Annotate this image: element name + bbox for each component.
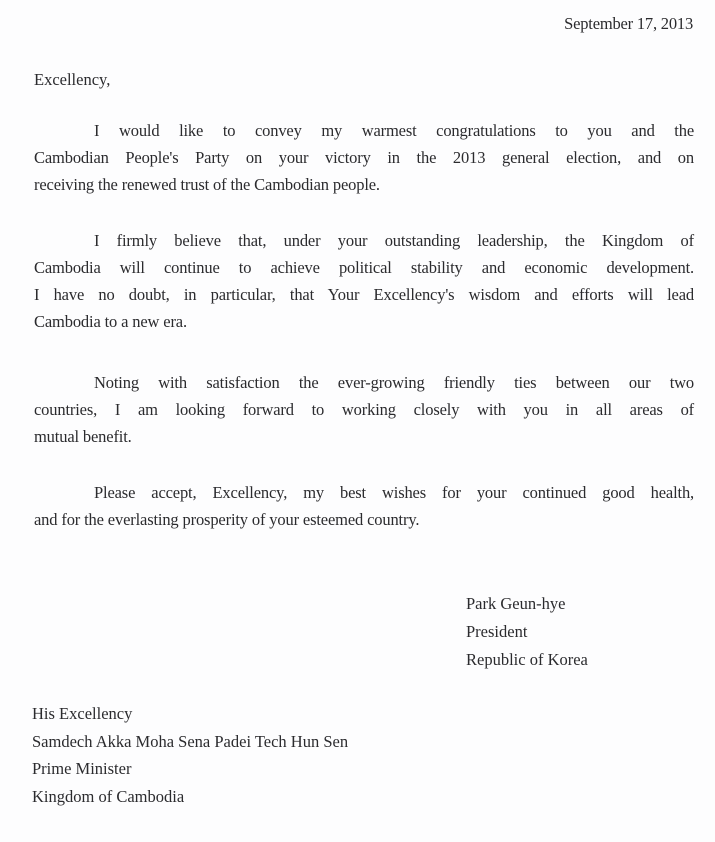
paragraph-closing [34,479,694,533]
recipient-block [32,700,348,810]
salutation: Excellency, [34,70,111,89]
signatory-name: Park Geun-hye [466,594,566,613]
recipient-title: Prime Minister [32,759,132,778]
paragraph-leadership [34,227,694,335]
signatory-title: President [466,622,528,641]
recipient-honorific: His Excellency [32,704,133,723]
paragraph-line: Cambodia will continue to achieve political stability and economic development. [34,258,694,277]
paragraph-line: I would like to convey my warmest congratulations to you and the [94,121,694,140]
paragraph-line: countries, I am looking forward to working closely with you in all areas of [34,400,695,419]
signature-block [466,590,588,674]
paragraph-line: Cambodia to a new era. [34,312,187,331]
paragraph-line: Cambodian People's Party on your victory in the 2013 general election, and on [34,148,695,167]
paragraph-line: and for the everlasting prosperity of your esteemed country. [34,510,420,529]
recipient-country: Kingdom of Cambodia [32,786,185,806]
signatory-country: Republic of Korea [466,650,588,669]
paragraph-line: I have no doubt, in particular, that Your Excellency's wisdom and efforts will lead [34,285,694,304]
letter-date: September 17, 2013 [564,14,693,33]
recipient-name: Samdech Akka Moha Sena Padei Tech Hun Sen [32,731,349,751]
paragraph-line: I firmly believe that, under your outstanding leadership, the Kingdom of [94,231,694,250]
paragraph-line: Noting with satisfaction the ever-growing friendly ties between our two [94,373,694,392]
paragraph-line: mutual benefit. [34,427,132,446]
paragraph-line: Please accept, Excellency, my best wishes for your continued good health, [94,483,695,502]
paragraph-friendly-ties [34,369,694,450]
paragraph-congratulations [34,117,694,198]
paragraph-line: receiving the renewed trust of the Cambodian people. [34,175,380,194]
